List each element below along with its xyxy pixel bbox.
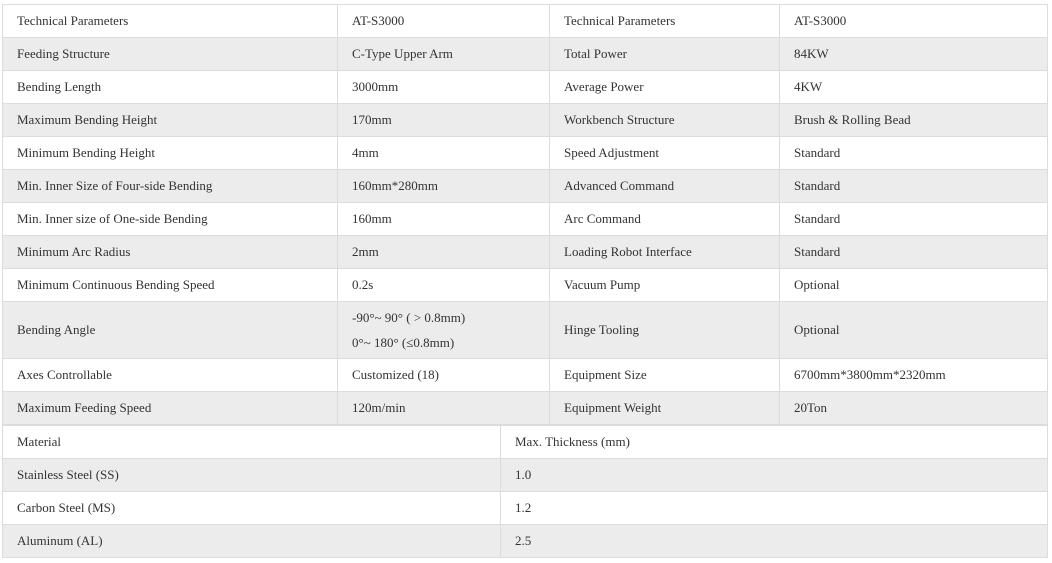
table-row	[3, 236, 1048, 269]
material-thickness: 1.2	[501, 492, 1048, 525]
table-row	[3, 269, 1048, 302]
header-cell: AT-S3000	[780, 5, 1048, 38]
table-row	[3, 137, 1048, 170]
table-row	[3, 38, 1048, 71]
material-thickness: 1.0	[501, 459, 1048, 492]
param-value: Standard	[780, 236, 1048, 269]
angle-range-thin: 0°~ 180° (≤0.8mm)	[352, 334, 455, 350]
param-name: Vacuum Pump	[550, 269, 780, 302]
angle-range-thick: -90°~ 90° ( > 0.8mm)	[352, 309, 466, 325]
param-value: 160mm	[338, 203, 550, 236]
param-value: 160mm*280mm	[338, 170, 550, 203]
param-name: Arc Command	[550, 203, 780, 236]
material-name: Carbon Steel (MS)	[3, 492, 501, 525]
table-row	[3, 392, 1048, 425]
table-row	[3, 203, 1048, 236]
param-name: Minimum Arc Radius	[3, 236, 338, 269]
param-name: Min. Inner size of One-side Bending	[3, 203, 338, 236]
param-value: 4mm	[338, 137, 550, 170]
param-value-bending-angle	[338, 302, 550, 359]
table-header-row	[3, 426, 1048, 459]
material-name: Aluminum (AL)	[3, 525, 501, 558]
param-value: 170mm	[338, 104, 550, 137]
param-value: 0.2s	[338, 269, 550, 302]
param-value: C-Type Upper Arm	[338, 38, 550, 71]
material-thickness-table	[2, 425, 1048, 558]
param-value: Optional	[780, 269, 1048, 302]
param-value: Brush & Rolling Bead	[780, 104, 1048, 137]
technical-parameters-table	[2, 4, 1048, 425]
header-cell: AT-S3000	[338, 5, 550, 38]
param-value: 4KW	[780, 71, 1048, 104]
header-cell: Material	[3, 426, 501, 459]
table-header-row	[3, 5, 1048, 38]
header-cell: Max. Thickness (mm)	[501, 426, 1048, 459]
param-name: Bending Angle	[3, 302, 338, 359]
param-value: 84KW	[780, 38, 1048, 71]
header-cell: Technical Parameters	[550, 5, 780, 38]
param-name: Workbench Structure	[550, 104, 780, 137]
header-cell: Technical Parameters	[3, 5, 338, 38]
param-name: Axes Controllable	[3, 359, 338, 392]
param-value: Optional	[780, 302, 1048, 359]
spec-tables	[2, 4, 1047, 558]
param-value: Standard	[780, 203, 1048, 236]
param-value: Customized (18)	[338, 359, 550, 392]
param-name: Advanced Command	[550, 170, 780, 203]
param-value: 2mm	[338, 236, 550, 269]
material-name: Stainless Steel (SS)	[3, 459, 501, 492]
table-row	[3, 71, 1048, 104]
param-name: Equipment Size	[550, 359, 780, 392]
param-name: Loading Robot Interface	[550, 236, 780, 269]
param-name: Average Power	[550, 71, 780, 104]
table-row-bending-angle	[3, 302, 1048, 359]
param-value: 6700mm*3800mm*2320mm	[780, 359, 1048, 392]
param-value: 3000mm	[338, 71, 550, 104]
param-name: Total Power	[550, 38, 780, 71]
param-name: Min. Inner Size of Four-side Bending	[3, 170, 338, 203]
table-row	[3, 104, 1048, 137]
table-row	[3, 525, 1048, 558]
param-name: Minimum Bending Height	[3, 137, 338, 170]
param-value: Standard	[780, 137, 1048, 170]
param-value: 20Ton	[780, 392, 1048, 425]
table-row	[3, 170, 1048, 203]
param-name: Hinge Tooling	[550, 302, 780, 359]
param-name: Feeding Structure	[3, 38, 338, 71]
param-name: Speed Adjustment	[550, 137, 780, 170]
material-thickness: 2.5	[501, 525, 1048, 558]
param-name: Maximum Feeding Speed	[3, 392, 338, 425]
param-name: Maximum Bending Height	[3, 104, 338, 137]
param-name: Minimum Continuous Bending Speed	[3, 269, 338, 302]
table-row	[3, 359, 1048, 392]
param-name: Bending Length	[3, 71, 338, 104]
table-row	[3, 492, 1048, 525]
table-row	[3, 459, 1048, 492]
param-value: Standard	[780, 170, 1048, 203]
param-name: Equipment Weight	[550, 392, 780, 425]
param-value: 120m/min	[338, 392, 550, 425]
